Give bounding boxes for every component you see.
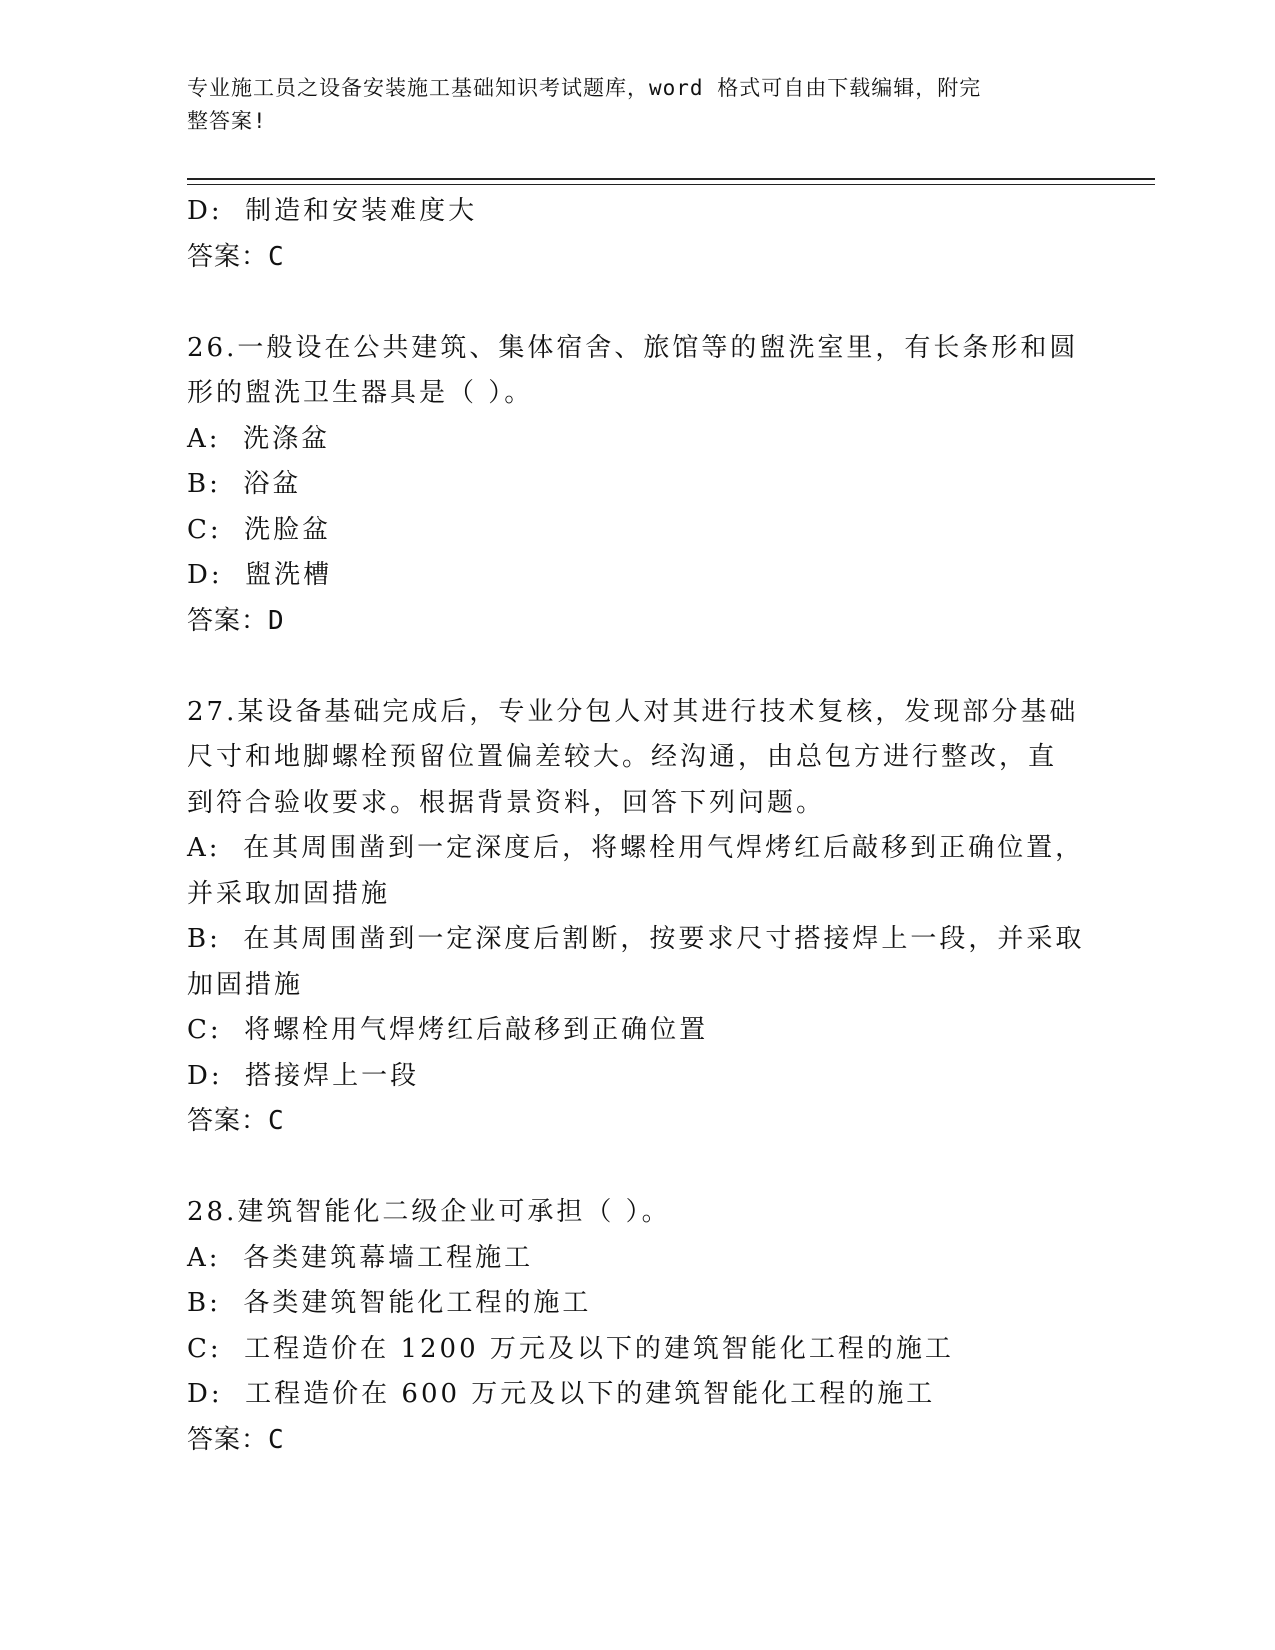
option-b-continued: 加固措施 xyxy=(187,969,304,1000)
spacer xyxy=(187,644,1087,690)
question-26 xyxy=(187,326,1087,645)
answer-label: 答案：C xyxy=(187,1106,285,1136)
answer-label: 答案：D xyxy=(187,605,285,636)
question-28 xyxy=(187,1190,1087,1463)
option-a: A: 在其周围凿到一定深度后，将螺栓用气焊烤红后敲移到正确位置， xyxy=(187,833,1085,863)
answer-label: 答案：C xyxy=(187,241,285,272)
answer-label: 答案：C xyxy=(187,1424,285,1455)
option-d: D: 工程造价在 600 万元及以下的建筑智能化工程的施工 xyxy=(187,1379,936,1409)
header-divider-thin xyxy=(187,184,1155,185)
option-b: B: 在其周围凿到一定深度后割断，按要求尺寸搭接焊上一段，并采取 xyxy=(187,924,1085,954)
spacer xyxy=(187,1145,1087,1191)
question-27 xyxy=(187,690,1087,1145)
option-b: B: 浴盆 xyxy=(187,469,302,499)
question-25-tail xyxy=(187,189,1087,280)
option-d: D: 盥洗槽 xyxy=(187,560,333,590)
header-divider-thick xyxy=(187,178,1155,180)
page-header xyxy=(187,72,1067,138)
option-a: A: 洗涤盆 xyxy=(187,423,331,454)
question-list xyxy=(187,189,1087,1463)
spacer xyxy=(187,280,1087,326)
header-title-line1: 专业施工员之设备安装施工基础知识考试题库，word 格式可自由下载编辑，附完 xyxy=(187,76,982,100)
question-stem: 尺寸和地脚螺栓预留位置偏差较大。经沟通，由总包方进行整改，直 xyxy=(187,742,1058,772)
option-a-continued: 并采取加固措施 xyxy=(187,878,391,909)
option-c: C: 将螺栓用气焊烤红后敲移到正确位置 xyxy=(187,1015,709,1045)
question-stem: 形的盥洗卫生器具是（ ）。 xyxy=(187,378,534,408)
option-b: B: 各类建筑智能化工程的施工 xyxy=(187,1288,592,1318)
option-d: D: 制造和安装难度大 xyxy=(187,196,478,226)
option-d: D: 搭接焊上一段 xyxy=(187,1060,420,1091)
header-title-line2: 整答案! xyxy=(187,109,267,133)
option-c: C: 洗脸盆 xyxy=(187,514,332,545)
option-c: C: 工程造价在 1200 万元及以下的建筑智能化工程的施工 xyxy=(187,1333,954,1364)
option-a: A: 各类建筑幕墙工程施工 xyxy=(187,1242,534,1273)
question-stem: 27.某设备基础完成后，专业分包人对其进行技术复核，发现部分基础 xyxy=(187,696,1079,727)
question-stem: 28.建筑智能化二级企业可承担（ ）。 xyxy=(187,1197,671,1227)
question-stem: 26.一般设在公共建筑、集体宿舍、旅馆等的盥洗室里，有长条形和圆 xyxy=(187,332,1079,363)
question-stem: 到符合验收要求。根据背景资料，回答下列问题。 xyxy=(187,787,826,818)
